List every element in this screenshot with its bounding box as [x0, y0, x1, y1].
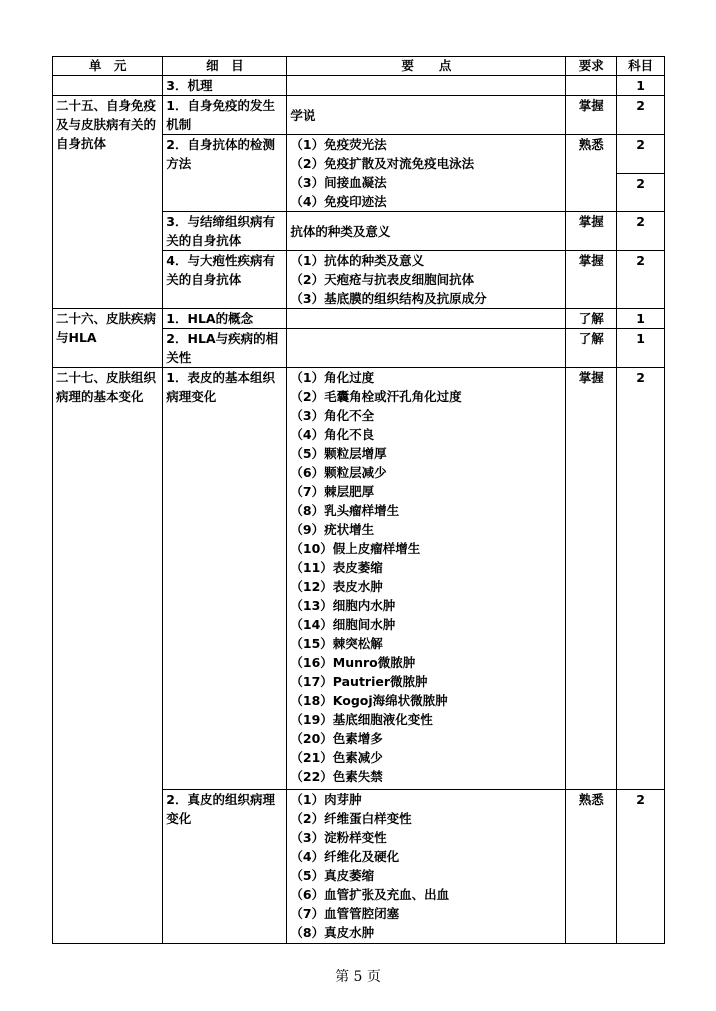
subject-cell: 2 — [617, 251, 665, 309]
subject-cell: 1 — [617, 309, 665, 329]
point-item: （7）血管管腔闭塞 — [290, 906, 400, 921]
point-item: （9）疣状增生 — [290, 522, 375, 537]
requirement-cell: 了解 — [566, 329, 617, 368]
item-cell: 2．真皮的组织病理变化 — [163, 790, 287, 944]
point-item: （18）Kogoj海绵状微脓肿 — [290, 693, 448, 708]
subject-cell: 2 — [617, 96, 665, 135]
table-row — [53, 368, 665, 790]
header-unit: 单 元 — [53, 57, 163, 76]
point-item: （4）纤维化及硬化 — [290, 849, 400, 864]
requirement-cell: 了解 — [566, 309, 617, 329]
points-cell — [287, 76, 566, 96]
subject-cell: 1 — [617, 329, 665, 368]
unit-cell-empty — [53, 76, 163, 96]
table-row — [53, 309, 665, 329]
point-item: （7）棘层肥厚 — [290, 484, 375, 499]
point-item: （22）色素失禁 — [290, 769, 383, 784]
point-item: （4）角化不良 — [290, 427, 375, 442]
point-item: （5）真皮萎缩 — [290, 868, 375, 883]
unit-cell: 二十五、自身免疫及与皮肤病有关的自身抗体 — [53, 96, 163, 309]
subject-cell: 2 — [617, 212, 665, 251]
item-cell: 3．机理 — [163, 76, 287, 96]
points-cell — [287, 790, 566, 944]
requirement-cell: 掌握 — [566, 368, 617, 790]
syllabus-table — [52, 56, 665, 944]
point-item: （14）细胞间水肿 — [290, 617, 396, 632]
point-item: （5）颗粒层增厚 — [290, 446, 387, 461]
header-item: 细 目 — [163, 57, 287, 76]
point-item: （17）Pautrier微脓肿 — [290, 674, 428, 689]
point-item: （8）乳头瘤样增生 — [290, 503, 400, 518]
unit-cell: 二十七、皮肤组织病理的基本变化 — [53, 368, 163, 944]
points-cell — [287, 135, 566, 212]
point-item: （16）Munro微脓肿 — [290, 655, 416, 670]
subject-cell: 2 — [617, 790, 665, 944]
requirement-cell — [566, 76, 617, 96]
point-item: （1）抗体的种类及意义 — [290, 253, 425, 268]
header-points: 要 点 — [287, 57, 566, 76]
point-item: （2）毛囊角栓或汗孔角化过度 — [290, 389, 462, 404]
point-item: （6）血管扩张及充血、出血 — [290, 887, 450, 902]
point-item: （1）免疫荧光法 — [290, 137, 387, 152]
requirement-cell: 掌握 — [566, 212, 617, 251]
subject-cell: 2 — [617, 135, 665, 174]
item-cell: 2．HLA与疾病的相关性 — [163, 329, 287, 368]
item-cell: 4．与大疱性疾病有关的自身抗体 — [163, 251, 287, 309]
points-cell — [287, 251, 566, 309]
point-item: （8）真皮水肿 — [290, 925, 375, 940]
point-item: （2）天疱疮与抗表皮细胞间抗体 — [290, 272, 475, 287]
point-item: （4）免疫印迹法 — [290, 194, 387, 209]
subject-cell: 2 — [617, 368, 665, 790]
table-row — [53, 96, 665, 135]
points-cell — [287, 368, 566, 790]
point-item: （3）淀粉样变性 — [290, 830, 387, 845]
point-item: （2）纤维蛋白样变性 — [290, 811, 412, 826]
point-item: （21）色素减少 — [290, 750, 383, 765]
item-cell: 1．自身免疫的发生机制 — [163, 96, 287, 135]
header-row — [53, 57, 665, 76]
point-item: （12）表皮水肿 — [290, 579, 383, 594]
requirement-cell: 掌握 — [566, 96, 617, 135]
point-item: （6）颗粒层减少 — [290, 465, 387, 480]
point-item: （19）基底细胞液化变性 — [290, 712, 433, 727]
point-item: （3）角化不全 — [290, 408, 375, 423]
point-item: （1）肉芽肿 — [290, 792, 362, 807]
header-requirement: 要求 — [566, 57, 617, 76]
point-item: （3）基底膜的组织结构及抗原成分 — [290, 291, 487, 306]
item-cell: 2．自身抗体的检测方法 — [163, 135, 287, 212]
header-subject: 科目 — [617, 57, 665, 76]
table-row — [53, 76, 665, 96]
points-cell — [287, 329, 566, 368]
point-item: （13）细胞内水肿 — [290, 598, 396, 613]
point-item: （2）免疫扩散及对流免疫电泳法 — [290, 156, 475, 171]
point-item: （20）色素增多 — [290, 731, 383, 746]
unit-cell: 二十六、皮肤疾病与HLA — [53, 309, 163, 368]
point-item: （11）表皮萎缩 — [290, 560, 383, 575]
point-item: （15）棘突松解 — [290, 636, 383, 651]
item-cell: 1．表皮的基本组织病理变化 — [163, 368, 287, 790]
item-cell: 3．与结缔组织病有关的自身抗体 — [163, 212, 287, 251]
points-cell: 学说 — [287, 96, 566, 135]
point-item: （10）假上皮瘤样增生 — [290, 541, 421, 556]
page-number: 第 5 页 — [335, 969, 381, 985]
subject-cell: 2 — [617, 173, 665, 212]
requirement-cell: 掌握 — [566, 251, 617, 309]
points-cell — [287, 309, 566, 329]
requirement-cell: 熟悉 — [566, 135, 617, 212]
points-cell: 抗体的种类及意义 — [287, 212, 566, 251]
item-cell: 1．HLA的概念 — [163, 309, 287, 329]
point-item: （1）角化过度 — [290, 370, 375, 385]
subject-cell: 1 — [617, 76, 665, 96]
point-item: （3）间接血凝法 — [290, 175, 387, 190]
requirement-cell: 熟悉 — [566, 790, 617, 944]
